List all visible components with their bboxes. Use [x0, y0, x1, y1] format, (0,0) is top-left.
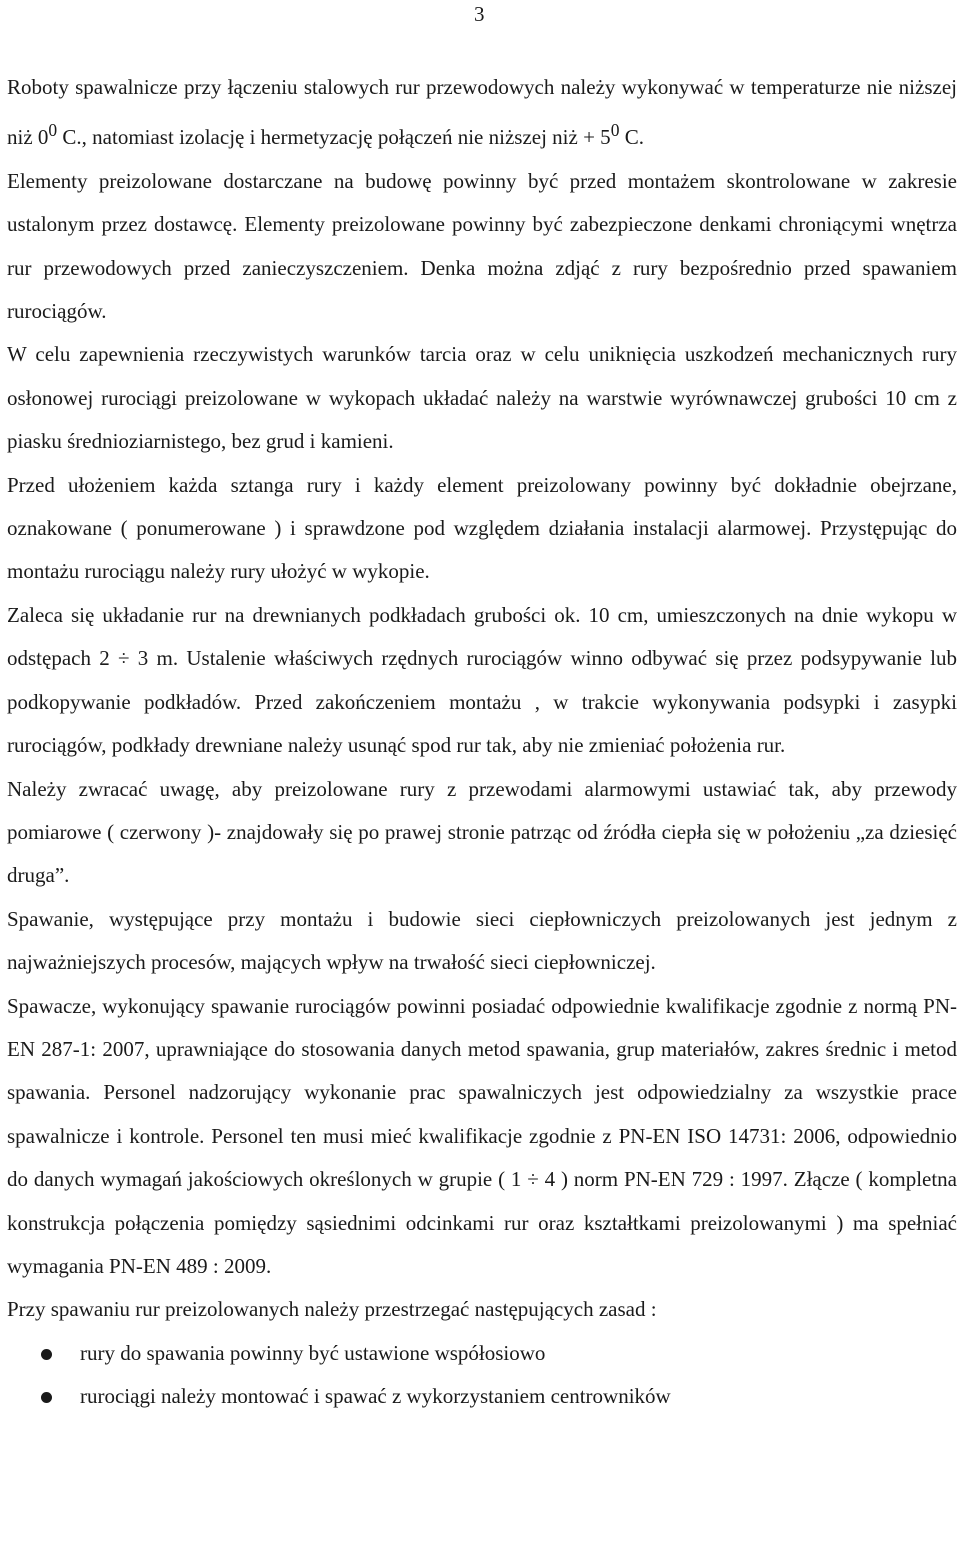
paragraph-text: C. — [619, 125, 644, 150]
paragraph-welding-importance: Spawanie, występujące przy montażu i budowie sieci ciepłowniczych preizolowanych jest jednym z najważniejszych procesów, mających wpływ na trwałość sieci ciepłowniczej. — [7, 906, 957, 975]
paragraph-inspection: Przed ułożeniem każda sztanga rury i każdy element preizolowany powinny być dokładnie obejrzane, oznakowane ( ponumerowane ) i sprawdzone pod względem działania instalacji alarmowej. Przystępując do montażu rurociągu należy rury ułożyć w wykopie. — [7, 472, 957, 584]
paragraph-sand-bed: W celu zapewnienia rzeczywistych warunków tarcia oraz w celu uniknięcia uszkodzeń mechanicznych rury osłonowej rurociągi preizolowane w wykopach układać należy na warstwie wyrównawczej grubości 10 cm z piasku średnioziarnistego, bez grud i kamieni. — [7, 342, 957, 454]
superscript-degree: 0 — [610, 120, 620, 141]
page-number: 3 — [474, 2, 485, 26]
superscript-degree: 0 — [48, 120, 58, 141]
paragraph-text: Roboty spawalnicze przy łączeniu stalowych rur przewodowych należy wykonywać w temperaturze nie niższej niż 0 — [7, 75, 957, 150]
paragraph-text: C., natomiast izolację i hermetyzację połączeń nie niższej niż + 5 — [57, 125, 611, 150]
paragraph-alarm-wires: Należy zwracać uwagę, aby preizolowane rury z przewodami alarmowymi ustawiać tak, aby przewody pomiarowe ( czerwony )- znajdowały się po prawej stronie patrząc od źródła ciepła się w położeniu „za dziesięć druga”. — [7, 776, 957, 888]
paragraph-welding-temperature — [7, 66, 957, 160]
paragraph-welder-qualifications: Spawacze, wykonujący spawanie rurociągów powinni posiadać odpowiednie kwalifikacje zgodnie z normą PN-EN 287-1: 2007, uprawniające do stosowania danych metod spawania, grup materiałów, zakres średnic i metod spawania. Personel nadzorujący wykonanie prac spawalniczych jest odpowiedzialny za wszystkie prace spawalnicze i kontrole. Personel ten musi mieć kwalifikacje zgodnie z PN-EN ISO 14731: 2006, odpowiednio do danych wymagań jakościowych określonych w grupie ( 1 ÷ 4 ) norm PN-EN 729 : 1997. Złącze ( kompletna konstrukcja połączenia pomiędzy sąsiednimi odcinkami rur oraz kształtkami preizolowanymi ) ma spełniać wymagania PN-EN 489 : 2009. — [7, 993, 957, 1278]
paragraph-rules-intro: Przy spawaniu rur preizolowanych należy przestrzegać następujących zasad : — [7, 1297, 657, 1322]
list-item — [7, 1375, 957, 1418]
paragraph-preinsulated-elements: Elementy preizolowane dostarczane na budowę powinny być przed montażem skontrolowane w zakresie ustalonym przez dostawcę. Elementy preizolowane powinny być zabezpieczone denkami chroniącymi wnętrza rur przewodowych przed zanieczyszczeniem. Denka można zdjąć z rury bezpośrednio przed spawaniem rurociągów. — [7, 168, 957, 324]
rules-list — [7, 1332, 957, 1419]
list-item-text: rurociągi należy montować i spawać z wykorzystaniem centrowników — [80, 1384, 671, 1409]
bullet-icon — [41, 1392, 52, 1403]
list-item — [7, 1332, 957, 1375]
list-item-text: rury do spawania powinny być ustawione współosiowo — [80, 1340, 546, 1365]
document-body — [7, 66, 957, 1419]
bullet-icon — [41, 1349, 52, 1360]
paragraph-wooden-supports: Zaleca się układanie rur na drewnianych podkładach grubości ok. 10 cm, umieszczonych na dnie wykopu w odstępach 2 ÷ 3 m. Ustalenie właściwych rzędnych rurociągów winno odbywać się przez podsypywanie lub podkopywanie podkładów. Przed zakończeniem montażu , w trakcie wykonywania podsypki i zasypki rurociągów, podkłady drewniane należy usunąć spod rur tak, aby nie zmieniać położenia rur. — [7, 602, 957, 758]
